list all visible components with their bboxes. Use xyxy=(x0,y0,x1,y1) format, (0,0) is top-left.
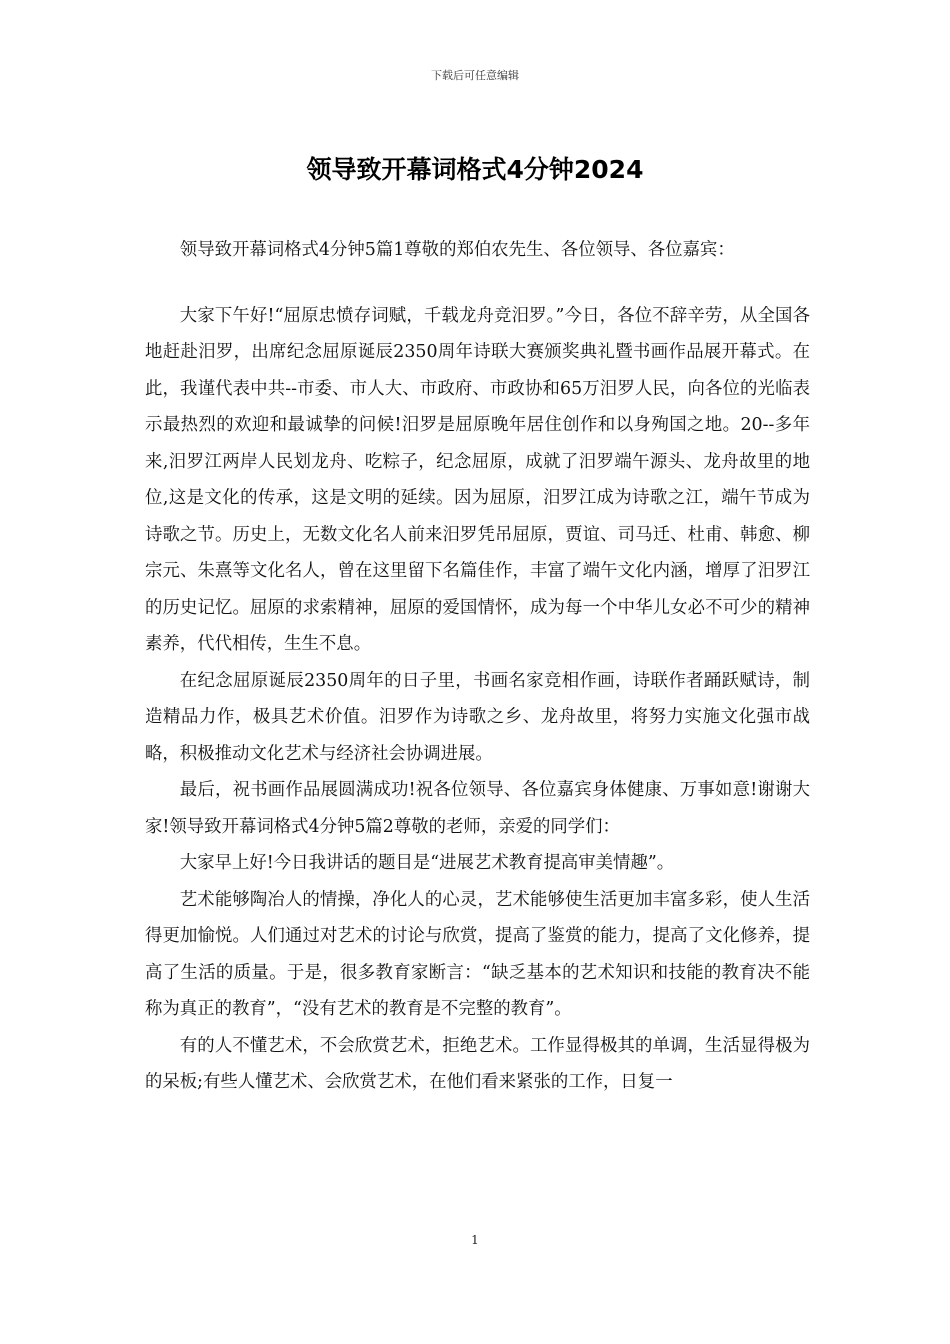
paragraph-salutation-1: 领导致开幕词格式4分钟5篇1尊敬的郑伯农先生、各位领导、各位嘉宾： xyxy=(179,240,735,260)
page-number: 1 xyxy=(471,1233,479,1247)
paragraph-body-3: 最后，祝书画作品展圆满成功!祝各位领导、各位嘉宾身体健康、万事如意!谢谢大家!领导致开幕词格式4分钟5篇2尊敬的老师，亲爱的同学们： xyxy=(145,780,810,837)
document-body xyxy=(145,232,810,1101)
page-header-note: 下载后可任意编辑 xyxy=(431,69,519,82)
document-title: 领导致开幕词格式4分钟2024 xyxy=(306,155,644,184)
paragraph-body-4: 大家早上好!今日我讲话的题目是“进展艺术教育提高审美情趣”。 xyxy=(179,853,675,873)
paragraph-body-1: 大家下午好!“屈原忠愤存词赋，千载龙舟竞汨罗。”今日，各位不辞辛劳，从全国各地赶赴汨罗，出席纪念屈原诞辰2350周年诗联大赛颁奖典礼暨书画作品展开幕式。在此，我谨代表中共--市委、市人大、市政府、市政协和65万汨罗人民，向各位的光临表示最热烈的欢迎和最诚挚的问候!汨罗是屈原晚年居住创作和以身殉国之地。20--多年来,汨罗江两岸人民划龙舟、吃粽子，纪念屈原，成就了汨罗端午源头、龙舟故里的地位,这是文化的传承，这是文明的延续。因为屈原，汨罗江成为诗歌之江，端午节成为诗歌之节。历史上，无数文化名人前来汨罗凭吊屈原，贾谊、司马迁、杜甫、韩愈、柳宗元、朱熹等文化名人，曾在这里留下名篇佳作，丰富了端午文化内涵，增厚了汨罗江的历史记忆。屈原的求索精神，屈原的爱国情怀，成为每一个中华儿女必不可少的精神素养，代代相传，生生不息。 xyxy=(145,305,810,654)
paragraph-body-5: 艺术能够陶冶人的情操，净化人的心灵，艺术能够使生活更加丰富多彩，使人生活得更加愉悦。人们通过对艺术的讨论与欣赏，提高了鉴赏的能力，提高了文化修养，提高了生活的质量。于是，很多教育家断言：“缺乏基本的艺术知识和技能的教育决不能称为真正的教育”，“没有艺术的教育是不完整的教育”。 xyxy=(145,889,810,1019)
paragraph-body-6: 有的人不懂艺术，不会欣赏艺术，拒绝艺术。工作显得极其的单调，生活显得极为的呆板;有些人懂艺术、会欣赏艺术，在他们看来紧张的工作，日复一 xyxy=(145,1035,810,1092)
paragraph-body-2: 在纪念屈原诞辰2350周年的日子里，书画名家竞相作画，诗联作者踊跃赋诗，制造精品力作，极具艺术价值。汨罗作为诗歌之乡、龙舟故里，将努力实施文化强市战略，积极推动文化艺术与经济社会协调进展。 xyxy=(145,670,810,764)
